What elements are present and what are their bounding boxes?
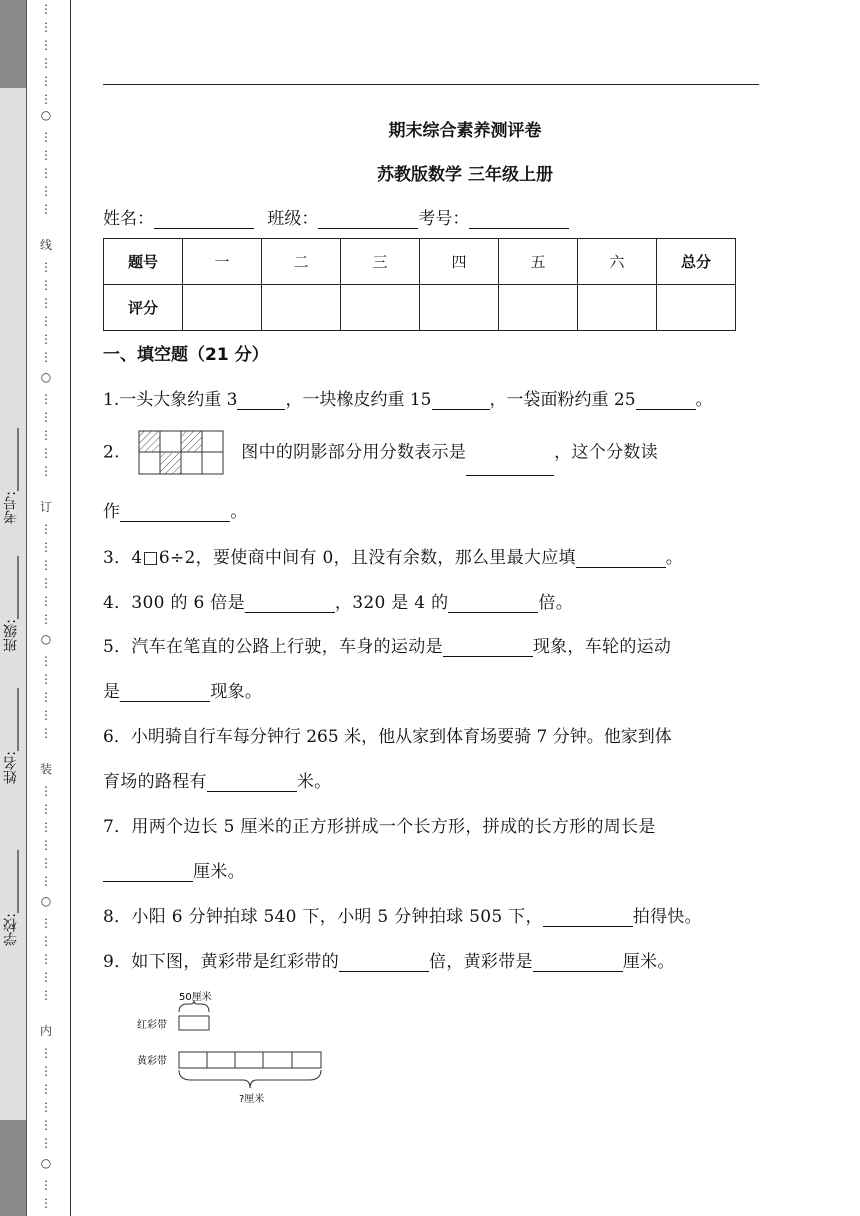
question-7 — [103, 812, 656, 837]
page-subtitle: 苏教版数学 三年级上册 — [377, 165, 553, 185]
school-label: 学校:_________ — [3, 850, 19, 946]
score-table-score-row — [104, 285, 736, 331]
binding-circle: ○ — [40, 894, 52, 908]
question-text: 现象。 — [210, 682, 263, 702]
question-6 — [103, 722, 672, 747]
question-text: 。 — [230, 502, 248, 522]
question-5-cont — [103, 677, 262, 702]
question-text: 作 — [103, 502, 121, 522]
question-text: ，这个分数读 — [554, 442, 658, 463]
question-text: 。 — [695, 390, 713, 410]
score-cell[interactable] — [657, 285, 736, 331]
question-3 — [103, 543, 683, 568]
binding-dots: ⋮ ⋮ ⋮ ⋮ ⋮ ⋮ — [40, 784, 52, 888]
name-blank[interactable] — [154, 210, 254, 229]
score-header-cell: 一 — [183, 239, 262, 285]
binding-circle: ○ — [40, 370, 52, 384]
question-4 — [103, 588, 573, 613]
answer-blank[interactable] — [448, 594, 538, 613]
question-text: 9．如下图，黄彩带是红彩带的 — [103, 952, 340, 972]
class-label: 班级:_________ — [3, 556, 19, 652]
question-text: 4．300 的 6 倍是 — [103, 593, 245, 613]
answer-blank[interactable] — [466, 457, 554, 476]
score-table — [103, 238, 736, 331]
ribbon-diagram — [135, 988, 335, 1108]
score-cell[interactable] — [262, 285, 341, 331]
binding-char-xian: 线 — [39, 238, 52, 252]
binding-dots: ⋮ ⋮ ⋮ ⋮ ⋮ — [40, 130, 52, 216]
class-blank[interactable] — [318, 210, 418, 229]
binding-char-zhuang: 装 — [39, 762, 52, 776]
question-1 — [103, 385, 713, 410]
question-text: 是 — [103, 682, 121, 702]
question-2-cont — [103, 497, 248, 522]
question-text: 现象，车轮的运动 — [532, 637, 672, 657]
question-text: 育场的路程有 — [103, 772, 207, 792]
binding-strip-top — [0, 0, 27, 88]
answer-blank[interactable] — [237, 391, 285, 410]
question-2 — [103, 430, 658, 476]
binding-char-nei: 内 — [39, 1024, 52, 1038]
answer-blank[interactable] — [339, 953, 429, 972]
answer-blank[interactable] — [245, 594, 335, 613]
header-rule — [103, 84, 759, 85]
exam-no-blank[interactable] — [469, 210, 569, 229]
binding-circle: ○ — [40, 632, 52, 646]
binding-circle: ○ — [40, 108, 52, 122]
student-name-label: 姓名:_________ — [3, 688, 19, 784]
question-5 — [103, 632, 671, 657]
question-text: 3．4□6÷2，要使商中间有 0，且没有余数，那么里最大应填 — [103, 548, 576, 568]
score-header-cell: 四 — [420, 239, 499, 285]
student-info-row — [103, 204, 569, 229]
question-text: 7．用两个边长 5 厘米的正方形拼成一个长方形，拼成的长方形的周长是 — [103, 817, 656, 837]
binding-dots: ⋮ ⋮ ⋮ ⋮ ⋮ — [40, 916, 52, 1002]
question-6-cont — [103, 767, 331, 792]
answer-blank[interactable] — [432, 391, 490, 410]
question-text: 厘米。 — [193, 862, 245, 882]
answer-blank[interactable] — [543, 908, 633, 927]
score-table-header-row — [104, 239, 736, 285]
question-text: 5．汽车在笔直的公路上行驶，车身的运动是 — [103, 637, 443, 657]
score-header-cell: 五 — [499, 239, 578, 285]
question-number: 2. — [103, 442, 120, 463]
binding-dots: ⋮ ⋮ — [40, 1178, 52, 1210]
question-text: 厘米。 — [622, 952, 675, 972]
score-cell[interactable] — [420, 285, 499, 331]
binding-dots: ⋮ ⋮ ⋮ ⋮ ⋮ ⋮ — [40, 1046, 52, 1150]
exam-no-label: 考号： — [418, 209, 470, 229]
score-header-cell: 六 — [578, 239, 657, 285]
red-length-label: 50厘米 — [179, 992, 212, 1003]
question-8 — [103, 902, 702, 927]
score-header-cell: 题号 — [104, 239, 183, 285]
binding-dots: ⋮ ⋮ ⋮ ⋮ ⋮ ⋮ — [40, 2, 52, 106]
question-text: 拍得快。 — [632, 907, 702, 927]
binding-dots: ⋮ ⋮ ⋮ ⋮ ⋮ — [40, 654, 52, 740]
exam-number-label: 考号:_________ — [3, 428, 19, 524]
section-title: 一、填空题（21 分） — [103, 345, 269, 365]
question-text: ，320 是 4 的 — [334, 593, 449, 613]
question-text: ，一块橡皮约重 15 — [285, 390, 432, 410]
score-header-cell: 三 — [341, 239, 420, 285]
answer-blank[interactable] — [576, 549, 666, 568]
red-ribbon-label: 红彩带 — [137, 1020, 167, 1031]
yellow-ribbon-label: 黄彩带 — [137, 1056, 167, 1067]
question-text: 倍，黄彩带是 — [429, 952, 533, 972]
score-header-cell: 总分 — [657, 239, 736, 285]
score-cell[interactable] — [183, 285, 262, 331]
question-text: 1.一头大象约重 3 — [103, 390, 238, 410]
binding-dots: ⋮ ⋮ ⋮ ⋮ ⋮ ⋮ — [40, 522, 52, 626]
question-text: ，一袋面粉约重 25 — [489, 390, 636, 410]
score-cell[interactable] — [578, 285, 657, 331]
class-label-main: 班级： — [267, 209, 319, 229]
question-text: 倍。 — [538, 593, 573, 613]
question-text: 图中的阴影部分用分数表示是 — [241, 442, 467, 463]
yellow-length-label: ?厘米 — [239, 1094, 265, 1105]
answer-blank[interactable] — [120, 683, 210, 702]
question-text: 。 — [665, 548, 684, 568]
answer-blank[interactable] — [103, 863, 193, 882]
binding-circle: ○ — [40, 1156, 52, 1170]
yellow-ribbon — [179, 1052, 321, 1068]
name-label: 姓名： — [103, 209, 154, 229]
bottom-brace — [179, 1070, 321, 1088]
answer-blank[interactable] — [533, 953, 623, 972]
question-text: 6．小明骑自行车每分钟行 265 米，他从家到体育场要骑 7 分钟。他家到体 — [103, 727, 672, 747]
red-ribbon — [179, 1016, 209, 1030]
binding-dots: ⋮ ⋮ ⋮ ⋮ ⋮ ⋮ — [40, 260, 52, 364]
score-row-label: 评分 — [104, 285, 183, 331]
question-text: 米。 — [296, 772, 332, 792]
answer-blank[interactable] — [443, 638, 533, 657]
answer-blank[interactable] — [636, 391, 696, 410]
question-9 — [103, 947, 675, 972]
binding-strip — [0, 88, 27, 1120]
shaded-grid-figure — [138, 430, 226, 476]
score-header-cell: 二 — [262, 239, 341, 285]
question-7-cont — [103, 857, 245, 882]
page-title: 期末综合素养测评卷 — [388, 121, 542, 141]
score-cell[interactable] — [341, 285, 420, 331]
answer-blank[interactable] — [120, 503, 230, 522]
score-cell[interactable] — [499, 285, 578, 331]
binding-dots: ⋮ ⋮ ⋮ ⋮ ⋮ — [40, 392, 52, 478]
answer-blank[interactable] — [207, 773, 297, 792]
binding-char-ding: 订 — [39, 500, 52, 514]
binding-strip-bottom — [0, 1120, 27, 1216]
question-text: 8．小阳 6 分钟拍球 540 下，小明 5 分钟拍球 505 下， — [103, 907, 543, 927]
